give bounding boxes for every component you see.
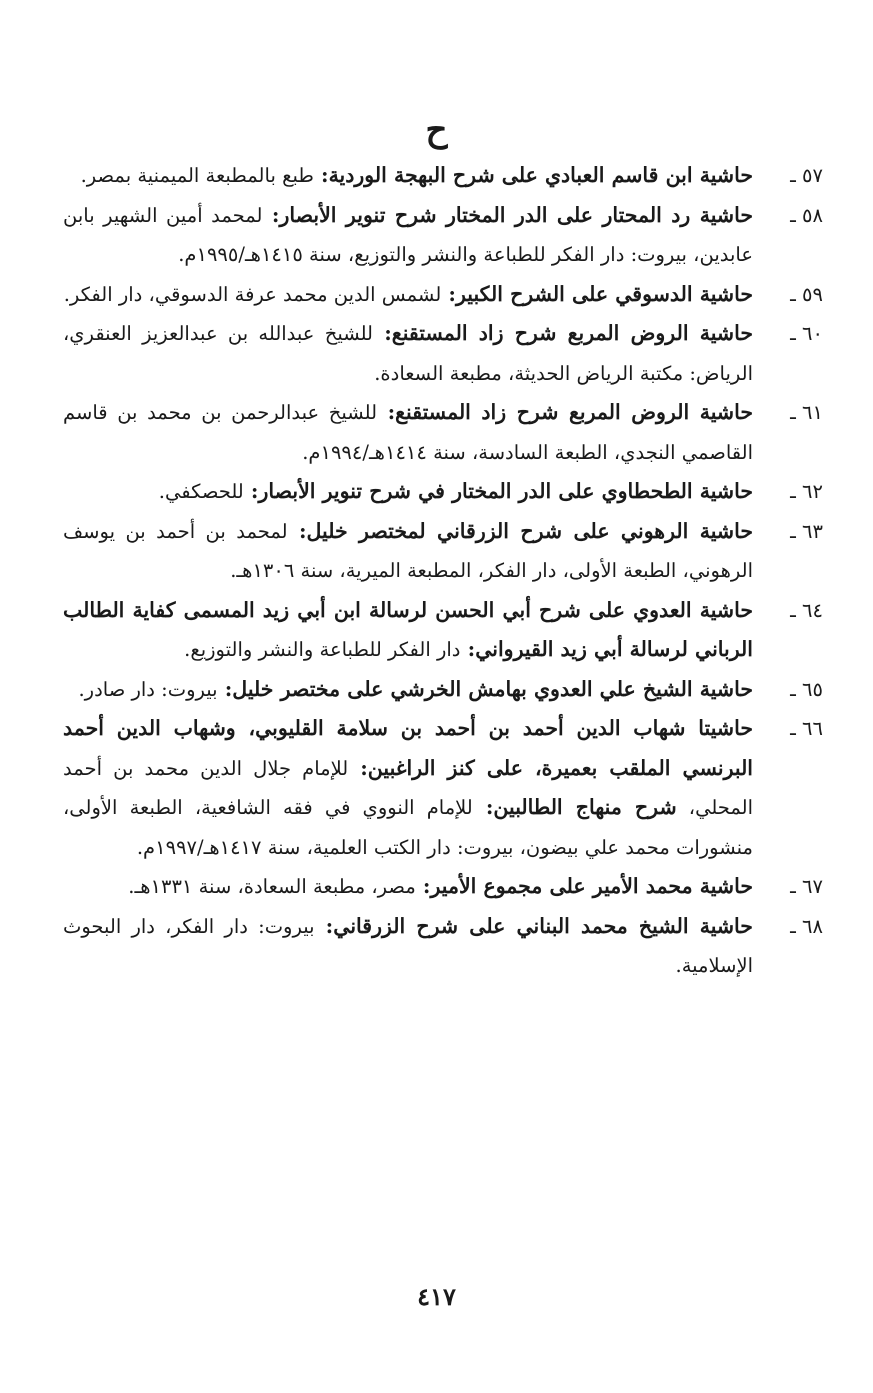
entry-title: حاشيتا شهاب الدين أحمد بن أحمد بن سلامة القليوبي، وشهاب الدين أحمد البرنسي الملقب بعميرة، على كنز الراغبين:	[63, 716, 754, 780]
bibliography-entry	[63, 907, 823, 986]
entry-number: ٥٧ ـ	[790, 164, 823, 187]
entry-number: ٥٩ ـ	[790, 282, 823, 306]
entry-text: لمحمد أمين الشهير بابن عابدين، بيروت: دار الفكر للطباعة والنشر والتوزيع، سنة ١٤١٥هـ/١٩٩٥م.	[63, 203, 753, 266]
entry-number: ٦٨ ـ	[790, 914, 823, 938]
entry-text: لشمس الدين محمد عرفة الدسوقي، دار الفكر.	[63, 282, 442, 306]
section-letter-heading: ح	[425, 110, 448, 150]
bibliography-entry	[63, 709, 823, 867]
entry-text: للحصكفي.	[158, 480, 244, 503]
entry-text: طبع بالمطبعة الميمنية بمصر.	[80, 164, 314, 187]
entry-title: حاشية الطحطاوي على الدر المختار في شرح تنوير الأبصار:	[243, 479, 753, 503]
entry-title: حاشية الروض المربع شرح زاد المستقنع:	[373, 321, 754, 345]
entry-title: حاشية محمد الأمير على مجموع الأمير:	[415, 874, 753, 898]
entry-text: دار الفكر للطباعة والنشر والتوزيع.	[184, 638, 461, 661]
bibliography-entry	[63, 196, 823, 275]
entry-number: ٥٨ ـ	[790, 203, 823, 227]
entry-text: مصر، مطبعة السعادة، سنة ١٣٣١هـ.	[128, 875, 416, 898]
entry-number: ٦٢ ـ	[790, 480, 823, 503]
entry-title: حاشية الشيخ علي العدوي بهامش الخرشي على مختصر خليل:	[217, 676, 753, 701]
bibliography-entry	[63, 512, 823, 591]
bibliography-entry	[63, 314, 823, 393]
bibliography-entry	[63, 670, 823, 710]
entry-subtitle: شرح منهاج الطالبين:	[472, 795, 677, 819]
entry-title: حاشية الشيخ محمد البناني على شرح الزرقاني:	[314, 913, 753, 938]
entry-text: للإمام جلال الدين محمد بن أحمد المحلي،	[63, 756, 753, 819]
entry-title: حاشية الدسوقي على الشرح الكبير:	[441, 281, 753, 306]
entry-title: حاشية الروض المربع شرح زاد المستقنع:	[377, 400, 753, 424]
entry-title: حاشية ابن قاسم العبادي على شرح البهجة الوردية:	[313, 163, 753, 187]
bibliography-entry	[63, 156, 823, 196]
entry-text: بيروت: دار الفكر، دار البحوث الإسلامية.	[63, 914, 753, 977]
bibliography-entry	[63, 867, 823, 907]
bibliography-entry	[63, 591, 823, 670]
entry-text: للشيخ عبدالله بن عبدالعزيز العنقري، الرياض: مكتبة الرياض الحديثة، مطبعة السعادة.	[63, 322, 753, 385]
entry-text: بيروت: دار صادر.	[78, 677, 218, 701]
entry-text-continued: للإمام النووي في فقه الشافعية، الطبعة الأولى، منشورات محمد علي بيضون، بيروت: دار الكتب العلمية، سنة ١٤١٧هـ/١٩٩٧م.	[63, 796, 753, 859]
bibliography-entry	[63, 472, 823, 512]
entry-number: ٦٦ ـ	[790, 717, 823, 740]
entry-title: حاشية الرهوني على شرح الزرقاني لمختصر خليل:	[287, 518, 754, 543]
bibliography-list	[63, 156, 823, 986]
entry-number: ٦٥ ـ	[790, 677, 823, 701]
entry-title: حاشية العدوي على شرح أبي الحسن لرسالة ابن أبي زيد المسمى كفاية الطالب الرباني لرسالة أبي زيد القيرواني:	[63, 597, 753, 661]
entry-number: ٦٣ ـ	[790, 519, 823, 543]
entry-text: للشيخ عبدالرحمن بن محمد بن قاسم القاصمي النجدي، الطبعة السادسة، سنة ١٤١٤هـ/١٩٩٤م.	[63, 401, 753, 464]
page-number: ٤١٧	[417, 1282, 456, 1311]
entry-number: ٦١ ـ	[790, 401, 823, 424]
bibliography-entry	[63, 275, 823, 315]
entry-number: ٦٠ ـ	[790, 322, 823, 345]
entry-number: ٦٤ ـ	[790, 598, 823, 622]
bibliography-entry	[63, 393, 823, 472]
entry-text: لمحمد بن أحمد بن يوسف الرهوني، الطبعة الأولى، دار الفكر، المطبعة الميرية، سنة ١٣٠٦هـ.	[63, 519, 753, 582]
entry-number: ٦٧ ـ	[790, 875, 823, 898]
entry-title: حاشية رد المحتار على الدر المختار شرح تنوير الأبصار:	[262, 202, 753, 227]
